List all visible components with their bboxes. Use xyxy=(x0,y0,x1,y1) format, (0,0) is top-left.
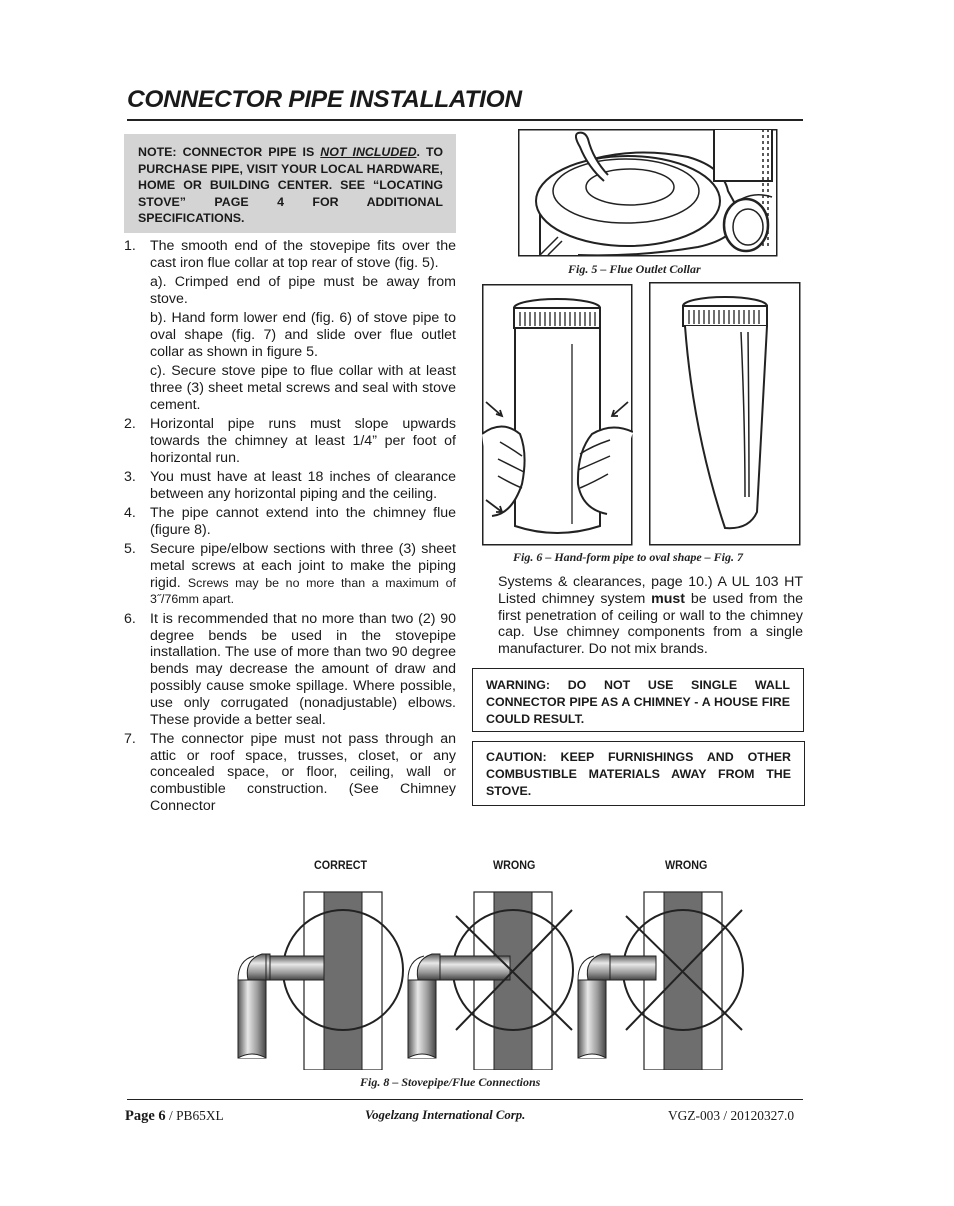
footer-model: / PB65XL xyxy=(165,1108,224,1123)
installation-steps xyxy=(124,238,456,817)
step-number: 1. xyxy=(124,238,136,254)
continuation-text xyxy=(498,574,803,658)
note-prefix: NOTE: CONNECTOR PIPE IS xyxy=(138,145,321,159)
continuation-before: Systems & clearances, page 10.) A UL 103 HT Listed chimney system xyxy=(498,574,803,607)
step-3 xyxy=(124,469,456,503)
step-number: 3. xyxy=(124,468,136,485)
footer-company: Vogelzang International Corp. xyxy=(365,1108,526,1122)
title-rule xyxy=(127,119,803,121)
fig5-flue-outlet-collar-illustration xyxy=(518,129,778,257)
caution-box: CAUTION: KEEP FURNISHINGS AND OTHER COMBUSTIBLE MATERIALS AWAY FROM THE STOVE. xyxy=(472,741,805,806)
step-4 xyxy=(124,505,456,539)
footer-doc-code: VGZ-003 / 20120327.0 xyxy=(668,1108,795,1123)
step-6 xyxy=(124,611,456,729)
step-sub-c: c). Secure stove pipe to flue collar with at least three (3) sheet metal screws and seal with stove cement. xyxy=(150,363,456,413)
fig8-label-wrong-1: WRONG xyxy=(493,858,536,872)
step-1 xyxy=(124,238,456,413)
footer-rule xyxy=(127,1099,803,1100)
step-text: You must have at least 18 inches of clearance between any horizontal piping and the ceiling. xyxy=(150,468,456,502)
step-5-main: Secure pipe/elbow sections with three (3) sheet metal screws at each joint to make the piping rigid. xyxy=(150,541,456,591)
step-number: 2. xyxy=(124,415,136,432)
fig8-panel-correct xyxy=(238,892,403,1070)
fig8-panel-wrong-1 xyxy=(408,892,573,1070)
step-sub-a: a). Crimped end of pipe must be away from stove. xyxy=(150,274,456,307)
step-text: The connector pipe must not pass through an attic or roof space, trusses, closet, or any concealed space, or floor, ceiling, wall or combustible construction. (See Chimney Connector xyxy=(150,730,456,814)
fig8-stovepipe-flue-diagram xyxy=(230,880,760,1070)
step-number: 5. xyxy=(124,541,136,558)
fig5-caption: Fig. 5 – Flue Outlet Collar xyxy=(568,262,701,276)
step-text: It is recommended that no more than two (2) 90 degree bends be used in the stovepipe installation. The use of more than two 90 degree bends may decrease the amount of draw and possibly cause smoke spillage. Where possible, use only corrugated (nonadjustable) elbows. These provide a better seal. xyxy=(150,610,456,728)
continuation-after: be used from the first penetration of ceiling or wall to the chimney cap. Use chimney components from a single manufacturer. Do not mix brands. xyxy=(498,590,803,658)
fig6-caption: Fig. 6 – Hand-form pipe to oval shape – Fig. 7 xyxy=(513,550,744,564)
warning-box: WARNING: DO NOT USE SINGLE WALL CONNECTOR PIPE AS A CHIMNEY - A HOUSE FIRE COULD RESULT. xyxy=(472,668,804,732)
page-title: CONNECTOR PIPE INSTALLATION xyxy=(127,86,522,113)
step-text: Horizontal pipe runs must slope upwards towards the chimney at least 1/4” per foot of horizontal run. xyxy=(150,415,456,466)
step-sub-b: b). Hand form lower end (fig. 6) of stove pipe to oval shape (fig. 7) and slide over flue outlet collar as shown in figure 5. xyxy=(150,310,456,360)
footer-page xyxy=(125,1108,224,1125)
continuation-bold: must xyxy=(651,590,686,607)
step-text xyxy=(150,541,456,608)
fig8-label-correct: CORRECT xyxy=(314,858,368,872)
note-emphasis: NOT INCLUDED xyxy=(320,145,417,159)
step-5-small: Screws may be no more than a maximum of 3˝/76mm apart. xyxy=(150,575,456,607)
fig6-hand-form-illustration xyxy=(482,284,633,546)
step-5 xyxy=(124,541,456,608)
fig8-caption: Fig. 8 – Stovepipe/Flue Connections xyxy=(360,1075,541,1089)
step-number: 7. xyxy=(124,730,136,747)
step-text: The smooth end of the stovepipe fits over the cast iron flue collar at top rear of stove (fig. 5). xyxy=(150,238,456,271)
footer-page-label: Page 6 xyxy=(125,1108,166,1124)
step-7 xyxy=(124,731,456,815)
fig8-panel-wrong-2 xyxy=(578,892,743,1070)
step-text: The pipe cannot extend into the chimney flue (figure 8). xyxy=(150,504,456,538)
fig7-oval-pipe-illustration xyxy=(649,282,801,546)
note-box xyxy=(124,134,456,233)
note-suffix: . TO PURCHASE PIPE, VISIT YOUR LOCAL HARDWARE, HOME OR BUILDING CENTER. SEE “LOCATING STOVE” PAGE 4 FOR ADDITIONAL SPECIFICATIONS. xyxy=(138,145,443,226)
step-number: 6. xyxy=(124,610,136,627)
step-number: 4. xyxy=(124,504,136,521)
fig8-label-wrong-2: WRONG xyxy=(665,858,708,872)
step-2 xyxy=(124,416,456,466)
